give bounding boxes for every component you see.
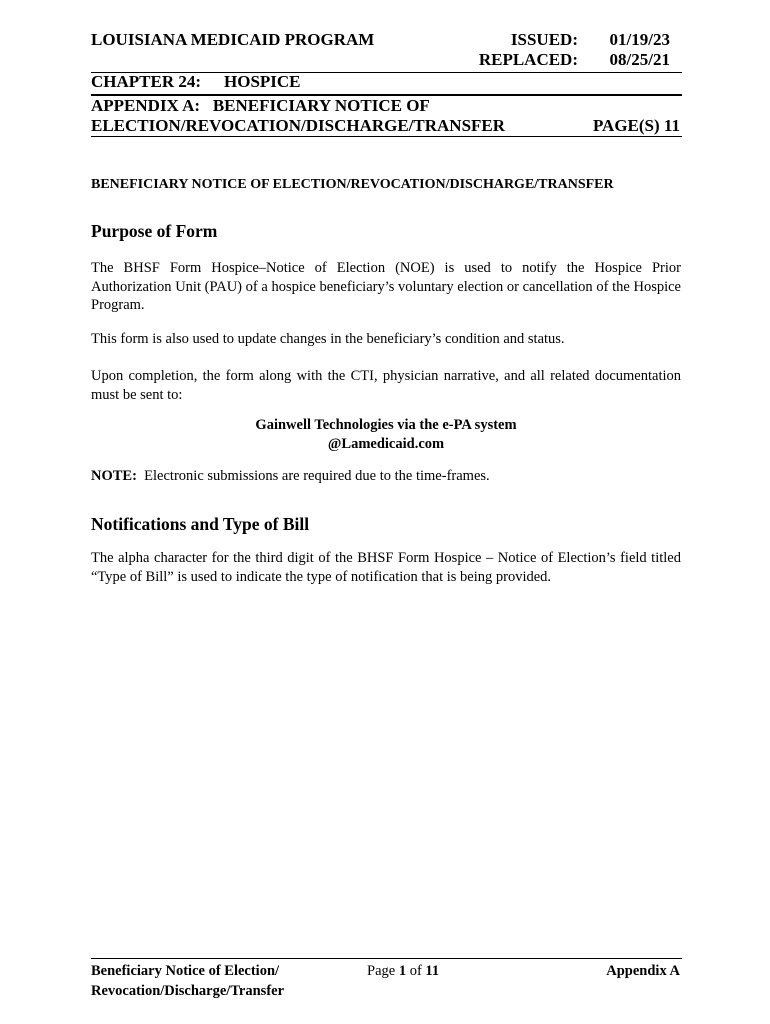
document-title: BENEFICIARY NOTICE OF ELECTION/REVOCATION/DISCHARGE/TRANSFER: [91, 177, 614, 192]
footer-left: [91, 961, 284, 1001]
section-heading-notifications: Notifications and Type of Bill: [91, 514, 310, 534]
paragraph-update: This form is also used to update changes in the beneficiary’s condition and status.: [91, 331, 565, 347]
header-appendix-row: [91, 96, 682, 137]
footer-left-line-2: Revocation/Discharge/Transfer: [91, 983, 285, 999]
footer-page-total: 11: [425, 963, 440, 979]
appendix-line-2: ELECTION/REVOCATION/DISCHARGE/TRANSFER: [91, 116, 506, 135]
appendix-line-1: APPENDIX A: BENEFICIARY NOTICE OF: [91, 96, 430, 115]
page-count: PAGE(S) 11: [592, 116, 680, 135]
address-line-1: Gainwell Technologies via the e-PA system: [255, 417, 517, 433]
replaced-date: 08/25/21: [609, 50, 670, 69]
section-heading-purpose: Purpose of Form: [91, 221, 218, 241]
note-text: Electronic submissions are required due to the time-frames.: [144, 468, 490, 484]
chapter-name: HOSPICE: [224, 72, 301, 91]
footer-page-current: 1: [398, 963, 407, 979]
paragraph-type-of-bill: The alpha character for the third digit of the BHSF Form Hospice – Notice of Election’s field titled “Type of Bill” is used to indicate the type of notification that is being provided.: [91, 550, 681, 585]
issued-replaced-dates: [610, 30, 670, 70]
paragraph-purpose: The BHSF Form Hospice–Notice of Election (NOE) is used to notify the Hospice Prior Authorization Unit (PAU) of a hospice beneficiary’s voluntary election or cancellation of the Hospice Program.: [91, 260, 681, 313]
address-line-2: @Lamedicaid.com: [327, 435, 445, 452]
chapter-label: CHAPTER 24:: [91, 72, 202, 91]
footer-page-number: [367, 961, 439, 981]
header-program-row: [91, 30, 682, 73]
address-block: [91, 416, 681, 453]
footer-of-word: of: [409, 963, 422, 979]
page-footer: [91, 958, 682, 999]
issued-date: 01/19/23: [609, 30, 670, 49]
issued-replaced-labels: [479, 30, 578, 70]
note-paragraph: [91, 467, 681, 486]
footer-left-line-1: Beneficiary Notice of Election/: [91, 963, 280, 979]
header-chapter-row: [91, 72, 682, 96]
program-name: LOUISIANA MEDICAID PROGRAM: [91, 30, 375, 49]
paragraph-submission: Upon completion, the form along with the CTI, physician narrative, and all related documentation must be sent to:: [91, 368, 681, 403]
issued-label: ISSUED:: [510, 30, 578, 49]
footer-right: Appendix A: [606, 963, 680, 979]
footer-page-word: Page: [367, 963, 396, 979]
note-label: NOTE:: [91, 468, 137, 484]
replaced-label: REPLACED:: [478, 50, 578, 69]
